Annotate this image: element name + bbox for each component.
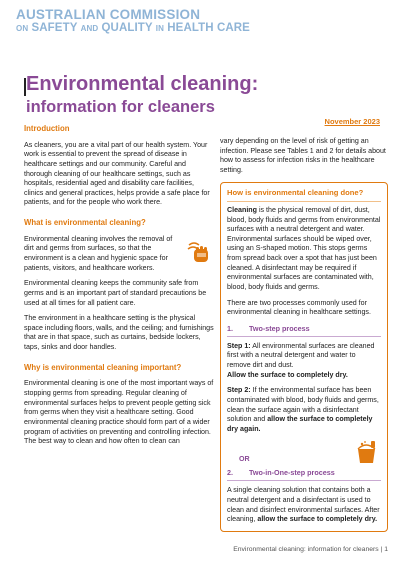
two-step-heading: 1. Two-step process bbox=[227, 324, 381, 337]
or-label: OR bbox=[239, 454, 250, 463]
page-title bbox=[26, 72, 258, 118]
what-paragraph-3: The environment in a healthcare setting is the physical space including floors, walls, and the ceiling; and furnishings that are in that space, such as curtains, bedside lockers, taps, sinks and door handles. bbox=[24, 314, 214, 352]
publication-date: November 2023 bbox=[324, 117, 380, 126]
title-line2: information for cleaners bbox=[26, 98, 215, 116]
what-paragraph-1: Environmental cleaning involves the removal of dirt and germs from surfaces, so that the environment is a clean and hygienic space for patients, visitors, and healthcare workers. bbox=[24, 234, 173, 272]
how-heading: How is environmental cleaning done? bbox=[227, 188, 381, 202]
cleaning-definition: Cleaning is the physical removal of dirt, dust, blood, body fluids and germs from environmental surfaces with a neutral detergent and water. Environmental surfaces should be wiped over, using an S-shaped motion. This stops germs from spread back over a spot that has just been cleaned. A disinfectant may be required if environmental surfaces are contaminated with, blood, body fluids and germs. bbox=[227, 205, 381, 291]
step2-text: Step 2: If the environmental surface has been contaminated with blood, body fluids and germs, clean the surface again with a disinfectant solution and allow the surface to completely dry again. bbox=[227, 386, 379, 433]
two-processes-text: There are two processes commonly used for environmental cleaning in healthcare settings. bbox=[227, 298, 371, 317]
wiping-hand-icon bbox=[184, 239, 214, 265]
single-solution-text: A single cleaning solution that contains both a neutral detergent and a disinfectant is used to clean and disinfect environmental surfaces. After cleaning, allow the surface to completely dry. bbox=[227, 486, 380, 524]
or-row bbox=[227, 440, 381, 464]
org-name-line1: AUSTRALIAN COMMISSION bbox=[16, 7, 201, 22]
why-paragraph-continued: vary depending on the level of risk of getting an infection. Please see Tables 1 and 2 for details about how to assess for infection risks in the healthcare setting. bbox=[220, 137, 386, 174]
left-column bbox=[24, 124, 214, 453]
why-heading: Why is environmental cleaning important? bbox=[24, 362, 182, 372]
two-in-one-heading: 2. Two-in-One-step process bbox=[227, 468, 381, 481]
how-cleaning-done-box bbox=[220, 182, 388, 532]
introduction-heading: Introduction bbox=[24, 124, 70, 133]
cleaning-bucket-icon bbox=[353, 440, 381, 464]
introduction-text: As cleaners, you are a vital part of our health system. Your work is essential to prevent the spread of disease in healthcare settings and our community. Careful and thorough cleaning of our healthcare settings, such as hospitals, residential aged and disability care facilities, clinics and general practices, helps provide a safe place for patients, and for the people who work there. bbox=[24, 140, 210, 207]
what-intro-row bbox=[24, 235, 214, 280]
right-column bbox=[220, 137, 388, 532]
page-footer: Environmental cleaning: information for cleaners | 1 bbox=[233, 546, 388, 553]
organization-logo bbox=[16, 8, 250, 34]
title-line1: Environmental cleaning: bbox=[26, 73, 259, 95]
why-paragraph: Environmental cleaning is one of the most important ways of stopping germs from spreading. Regular cleaning of environmental surfaces helps to prevent people getting sick from germs when they visit a healthcare setting. Good environmental cleaning practice should form part of a wider program of activities on preventing and controlling infection. The best way to clean and how often to clean can bbox=[24, 379, 214, 446]
step1-text: Step 1: All environmental surfaces are cleaned first with a neutral detergent and water to remove dirt and dust. Allow the surface to completely dry. bbox=[227, 341, 375, 379]
org-name-line2: ON SAFETY AND QUALITY IN HEALTH CARE bbox=[16, 22, 250, 35]
what-paragraph-2: Environmental cleaning keeps the community safe from germs and is an important part of standard precautions be used at all times for all patient care. bbox=[24, 279, 207, 307]
what-heading: What is environmental cleaning? bbox=[24, 218, 146, 228]
